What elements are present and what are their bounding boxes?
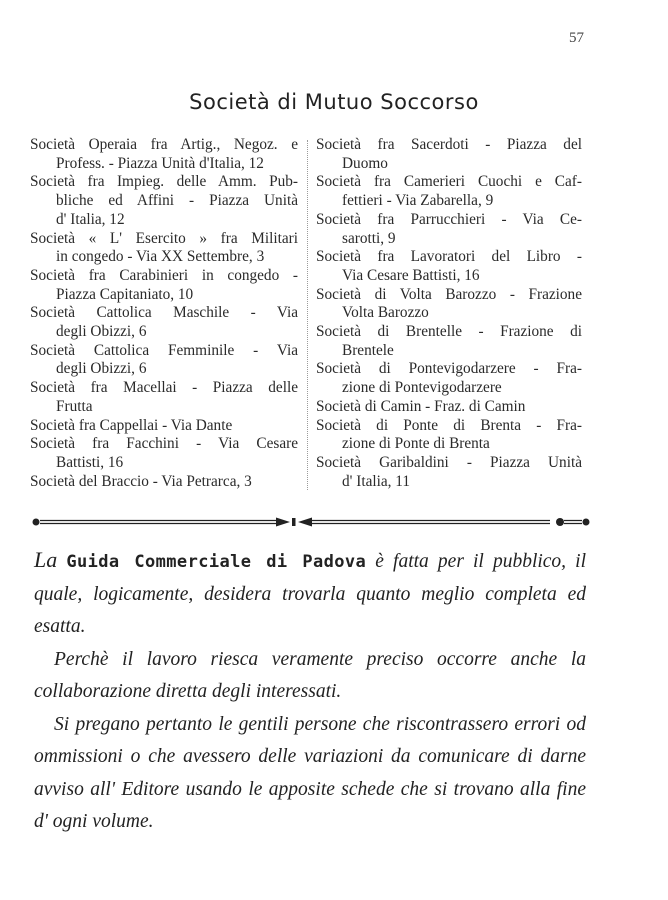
society-entry-continuation: Piazza Capitaniato, 10: [56, 285, 194, 303]
society-entry: [30, 435, 298, 472]
society-entry-line: Società di Volta Barozzo - Frazione: [316, 285, 582, 303]
society-entry-line: Società fra Sacerdoti - Piazza del: [316, 136, 582, 153]
society-entry-line: Società fra Camerieri Cuochi e Caf-: [316, 173, 582, 191]
society-entry-continuation: Frutta: [56, 397, 93, 415]
society-entry-continuation: Battisti, 16: [56, 453, 124, 471]
society-entry-line: Società del Braccio - Via Petrarca, 3: [30, 472, 252, 490]
society-entry-line: Società di Pontevigodarzere - Fra-: [316, 360, 582, 378]
society-entry: [30, 304, 298, 341]
society-entry: [316, 417, 582, 454]
society-entry-continuation: sarotti, 9: [342, 229, 396, 247]
ornamental-rule: [32, 514, 590, 530]
society-entry-line: Società « L' Esercito » fra Militari: [30, 229, 298, 247]
society-entry: [30, 473, 298, 492]
right-column: [316, 136, 582, 491]
society-entry: [316, 286, 582, 323]
society-entry-line: Società di Camin - Fraz. di Camin: [316, 397, 526, 415]
society-entry: [316, 323, 582, 360]
society-entry-line: Società di Ponte di Brenta - Fra-: [316, 416, 582, 434]
society-entry-continuation: fettieri - Via Zabarella, 9: [342, 192, 494, 210]
society-entry-continuation: d' Italia, 11: [342, 472, 411, 490]
left-column: [30, 136, 298, 491]
society-entry: [30, 230, 298, 267]
ornamental-rule-graphic: [32, 514, 590, 530]
society-entry-line: Società fra Macellai - Piazza delle: [30, 379, 298, 397]
notice-intro: La: [34, 547, 58, 572]
notice-paragraph-2: Perchè il lavoro riesca veramente preciso occorre anche la collaborazione diretta degli interessati.: [34, 648, 586, 702]
society-entry-line: Società Operaia fra Artig., Negoz. e: [30, 136, 298, 153]
society-entry-line: Società fra Lavoratori del Libro -: [316, 248, 582, 266]
society-entry-line: Società fra Impieg. delle Amm. Pub-: [30, 173, 298, 191]
society-entry: [30, 342, 298, 379]
society-entry-continuation: Brentele: [342, 341, 394, 359]
notice-paragraph-1: [34, 544, 586, 644]
society-entry-continuation: Via Cesare Battisti, 16: [342, 266, 480, 284]
society-entry-continuation: Volta Barozzo: [342, 304, 429, 322]
society-entry-continuation: in congedo - Via XX Settembre, 3: [56, 248, 265, 266]
editor-notice: [34, 544, 586, 839]
society-entry: [316, 398, 582, 417]
society-entry-continuation: Duomo: [342, 154, 388, 172]
society-entry: [30, 417, 298, 436]
society-entry: [30, 379, 298, 416]
society-entry: [316, 173, 582, 210]
society-entry-continuation: bliche ed Affini - Piazza Unità: [56, 192, 298, 210]
society-entry-continuation: degli Obizzi, 6: [56, 360, 147, 378]
society-entry-line: Società Garibaldini - Piazza Unità: [316, 453, 582, 471]
society-entry: [316, 454, 582, 491]
society-entry-continuation: zione di Pontevigodarzere: [342, 379, 502, 397]
society-entry-continuation: Profess. - Piazza Unità d'Italia, 12: [56, 154, 264, 172]
society-entry-line: Società fra Carabinieri in congedo -: [30, 266, 298, 284]
society-entry-line: Società di Brentelle - Frazione di: [316, 323, 582, 341]
page-number: 57: [569, 30, 584, 46]
society-entry: [316, 360, 582, 397]
society-entry-line: Società Cattolica Femminile - Via: [30, 341, 298, 359]
society-entry: [30, 267, 298, 304]
column-divider: [307, 140, 309, 490]
society-entry-continuation: d' Italia, 12: [56, 210, 125, 228]
notice-paragraph-3: Si pregano pertanto le gentili persone che riscontrassero errori od ommissioni o che avessero delle variazioni da comunicare di darne avviso all' Editore usando le apposite schede che si trovano alla fine d' ogni volume.: [34, 713, 586, 832]
society-entry-continuation: zione di Ponte di Brenta: [342, 435, 490, 453]
society-entry: [316, 136, 582, 173]
society-entry-line: Società fra Facchini - Via Cesare: [30, 435, 298, 453]
society-entry: [316, 211, 582, 248]
society-entry-continuation: degli Obizzi, 6: [56, 323, 147, 341]
society-entry: [30, 173, 298, 229]
society-entry-line: Società fra Cappellai - Via Dante: [30, 416, 233, 434]
section-heading: Società di Mutuo Soccorso: [189, 90, 479, 114]
society-entry: [30, 136, 298, 173]
society-entry-line: Società Cattolica Maschile - Via: [30, 304, 298, 322]
society-entry-line: Società fra Parrucchieri - Via Ce-: [316, 210, 582, 228]
society-entry: [316, 248, 582, 285]
guide-title: Guida Commerciale di Padova: [66, 552, 367, 572]
notice-paragraph-1-text: è fatta per il pubblico, il quale, logicamente, desidera trovarla quanto meglio completa ed esatta.: [34, 551, 586, 637]
